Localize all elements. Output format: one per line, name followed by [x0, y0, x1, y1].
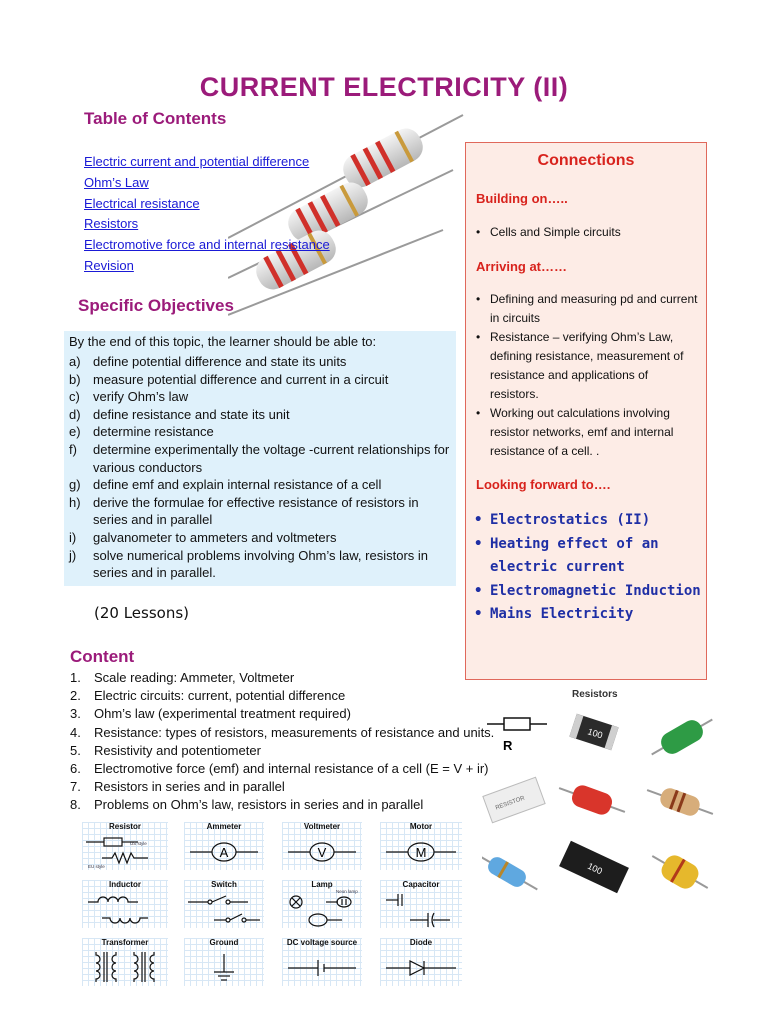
motor-symbol: Motor M — [380, 822, 462, 870]
transformer-symbol: Transformer — [82, 938, 168, 986]
content-heading: Content — [70, 647, 135, 666]
dc-voltage-source-symbol: DC voltage source — [282, 938, 362, 986]
toc-link-emf[interactable]: Electromotive force and internal resistance — [84, 237, 330, 253]
ground-symbol: Ground — [184, 938, 264, 986]
objectives-box — [64, 331, 456, 586]
resistors-figure-title: Resistors — [572, 689, 618, 700]
objective-item: b) measure potential difference and current in a circuit — [69, 371, 389, 387]
smd-chip-label: 100 — [586, 726, 604, 741]
objective-item: a) define potential difference and state its units — [69, 354, 347, 369]
voltmeter-symbol: Voltmeter V — [282, 822, 362, 870]
resistor-us-style-label: US style — [130, 841, 147, 846]
looking-forward-list — [466, 509, 706, 627]
resistor-network-label: 100 — [586, 860, 604, 877]
toc-link-resistors[interactable]: Resistors — [84, 216, 139, 232]
objective-item: d) define resistance and state its unit — [69, 406, 290, 422]
resistor-eu-style-label: EU style — [88, 864, 105, 869]
objective-item: h) derive the formulae for effective resistance of resistors in series and in parallel — [69, 494, 419, 528]
switch-symbol: Switch — [184, 880, 264, 928]
list-item: 6. Electromotive force (emf) and internal resistance of a cell (E = V + ir) — [70, 761, 489, 777]
lessons-count: (20 Lessons) — [94, 604, 190, 622]
objective-item: f) determine experimentally the voltage -current relationships for various conductors — [69, 441, 450, 475]
building-on-label: Building on….. — [476, 191, 568, 206]
list-item: • Electrostatics (II) — [474, 512, 651, 528]
list-item: 2. Electric circuits: current, potential difference — [70, 688, 346, 704]
objectives-intro: By the end of this topic, the learner should be able to: — [69, 334, 377, 349]
objective-item: g) define emf and explain internal resistance of a cell — [69, 477, 382, 493]
list-item: • Working out calculations involving resistor networks, emf and internal resistance of a cell. . — [476, 406, 674, 458]
list-item: 5. Resistivity and potentiometer — [70, 742, 261, 758]
resistor-symbol: Resistor US style EU style — [82, 822, 168, 870]
objective-item: e) determine resistance — [69, 424, 214, 440]
resistor-symbol-label: R — [503, 738, 513, 753]
list-item: 3. Ohm’s law (experimental treatment required) — [70, 706, 351, 722]
diode-symbol: Diode — [380, 938, 462, 986]
list-item: • Electromagnetic Induction — [474, 582, 701, 599]
page-title: CURRENT ELECTRICITY (II) — [199, 72, 569, 102]
list-item: 8. Problems on Ohm’s law, resistors in series and in parallel — [70, 797, 424, 813]
toc-link-ohms-law[interactable]: Ohm’s Law — [84, 174, 149, 190]
cement-block-label: RESISTOR — [494, 795, 526, 812]
inductor-symbol: Inductor — [82, 880, 168, 928]
motor-glyph: M — [415, 845, 427, 860]
lamp-symbol: Lamp Neon lamp — [282, 880, 362, 928]
list-item: • Defining and measuring pd and current in circuits — [476, 292, 698, 325]
content-list — [70, 669, 540, 815]
objective-item: c) verify Ohm’s law — [69, 389, 189, 405]
toc-list — [84, 152, 330, 277]
toc-link-revision[interactable]: Revision — [84, 257, 134, 273]
resistors-figure — [482, 712, 722, 902]
capacitor-symbol: Capacitor — [380, 880, 462, 928]
list-item: 4. Resistance: types of resistors, measurements of resistance and units. — [70, 724, 495, 740]
toc-link-resistance[interactable]: Electrical resistance — [84, 195, 200, 211]
connections-heading: Connections — [537, 152, 635, 169]
neon-lamp-label: Neon lamp — [336, 889, 358, 894]
objective-item: i) galvanometer to ammeters and voltmeters — [69, 529, 337, 545]
list-item: • Resistance – verifying Ohm’s Law, defining resistance, measurement of resistance and applications of resistors. — [476, 330, 684, 401]
objective-item: j) solve numerical problems involving Ohm’s law, resistors in series and in parallel. — [69, 547, 428, 581]
toc-link-current[interactable]: Electric current and potential difference — [84, 154, 310, 169]
ammeter-glyph: A — [219, 845, 229, 860]
list-item: 7. Resistors in series and in parallel — [70, 779, 285, 795]
list-item: • Cells and Simple circuits — [476, 225, 621, 239]
toc-heading: Table of Contents — [84, 109, 227, 128]
list-item: • Heating effect of an electric current — [474, 535, 659, 575]
voltmeter-glyph: V — [317, 845, 327, 860]
arriving-at-label: Arriving at…… — [476, 259, 568, 274]
list-item: 1. Scale reading: Ammeter, Voltmeter — [70, 670, 295, 685]
building-on-list — [466, 223, 704, 242]
ammeter-symbol: Ammeter A — [184, 822, 264, 870]
looking-forward-label: Looking forward to…. — [476, 477, 611, 492]
connections-box — [465, 142, 707, 680]
arriving-at-list — [466, 290, 698, 461]
objectives-heading: Specific Objectives — [78, 296, 234, 315]
list-item: • Mains Electricity — [474, 606, 634, 622]
